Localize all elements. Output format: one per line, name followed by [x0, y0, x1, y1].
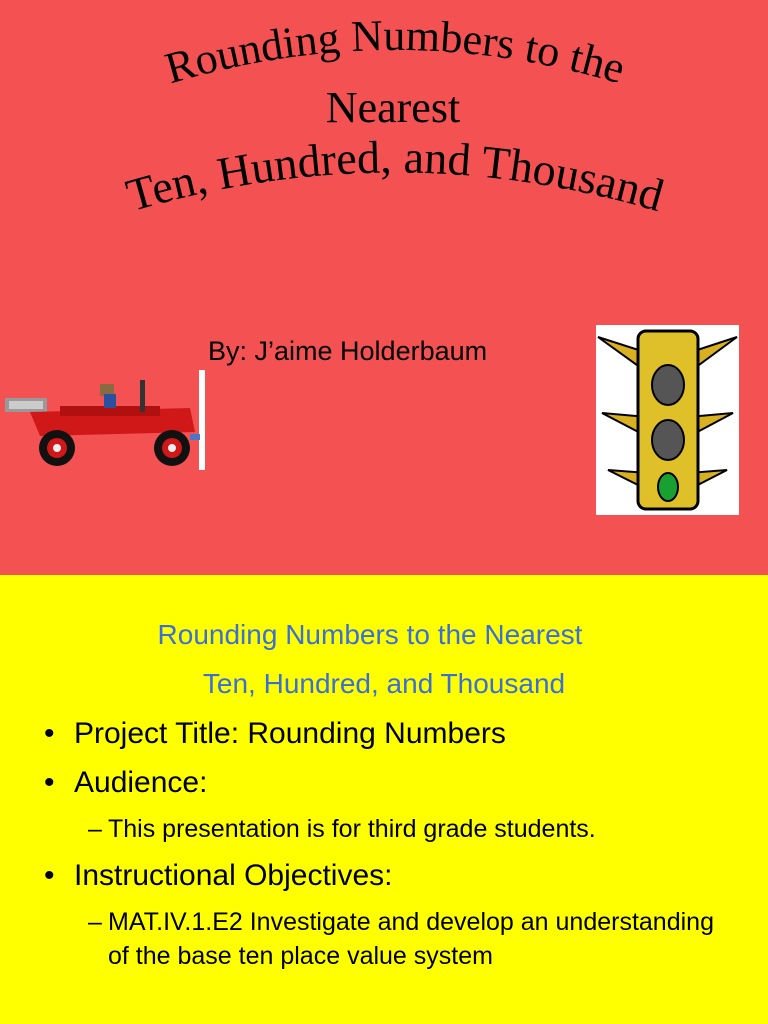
- sub-bullet-objective: [88, 905, 728, 973]
- sub-bullet-text: MAT.IV.1.E2 Investigate and develop an understanding of the base ten place value system: [108, 908, 714, 970]
- bullet-objectives: [44, 859, 392, 893]
- traffic-light-icon: [596, 325, 739, 515]
- title-line-2: Nearest: [325, 83, 461, 132]
- svg-text:Rounding Numbers to the: [160, 11, 631, 93]
- antique-car-icon: [0, 370, 210, 475]
- title-line-1: Rounding Numbers to the: [159, 10, 631, 94]
- slide-title-line-2: Ten, Hundred, and Thousand: [202, 668, 566, 699]
- bullet-text: Instructional Objectives:: [74, 859, 393, 892]
- bullet-glyph: •: [44, 717, 55, 750]
- sub-bullet-audience: [88, 812, 728, 846]
- overview-slide: [0, 575, 768, 1024]
- wordart-title: [0, 10, 768, 230]
- bullet-project-title: [44, 717, 506, 751]
- bullet-text: Project Title: Rounding Numbers: [74, 717, 506, 750]
- bullet-text: Audience:: [74, 766, 208, 799]
- author-byline: By: J’aime Holderbaum: [208, 336, 488, 366]
- svg-text:Ten, Hundred, and Thousand: [121, 131, 670, 220]
- bullet-audience: [44, 766, 207, 800]
- bullet-glyph: •: [44, 766, 55, 799]
- title-line-3: Ten, Hundred, and Thousand: [120, 131, 670, 221]
- sub-bullet-glyph: –: [88, 815, 102, 843]
- sub-bullet-text: This presentation is for third grade students.: [108, 815, 596, 843]
- sub-bullet-glyph: –: [88, 908, 102, 936]
- bullet-glyph: •: [44, 859, 55, 892]
- slide-title-line-1: Rounding Numbers to the Nearest: [157, 619, 583, 650]
